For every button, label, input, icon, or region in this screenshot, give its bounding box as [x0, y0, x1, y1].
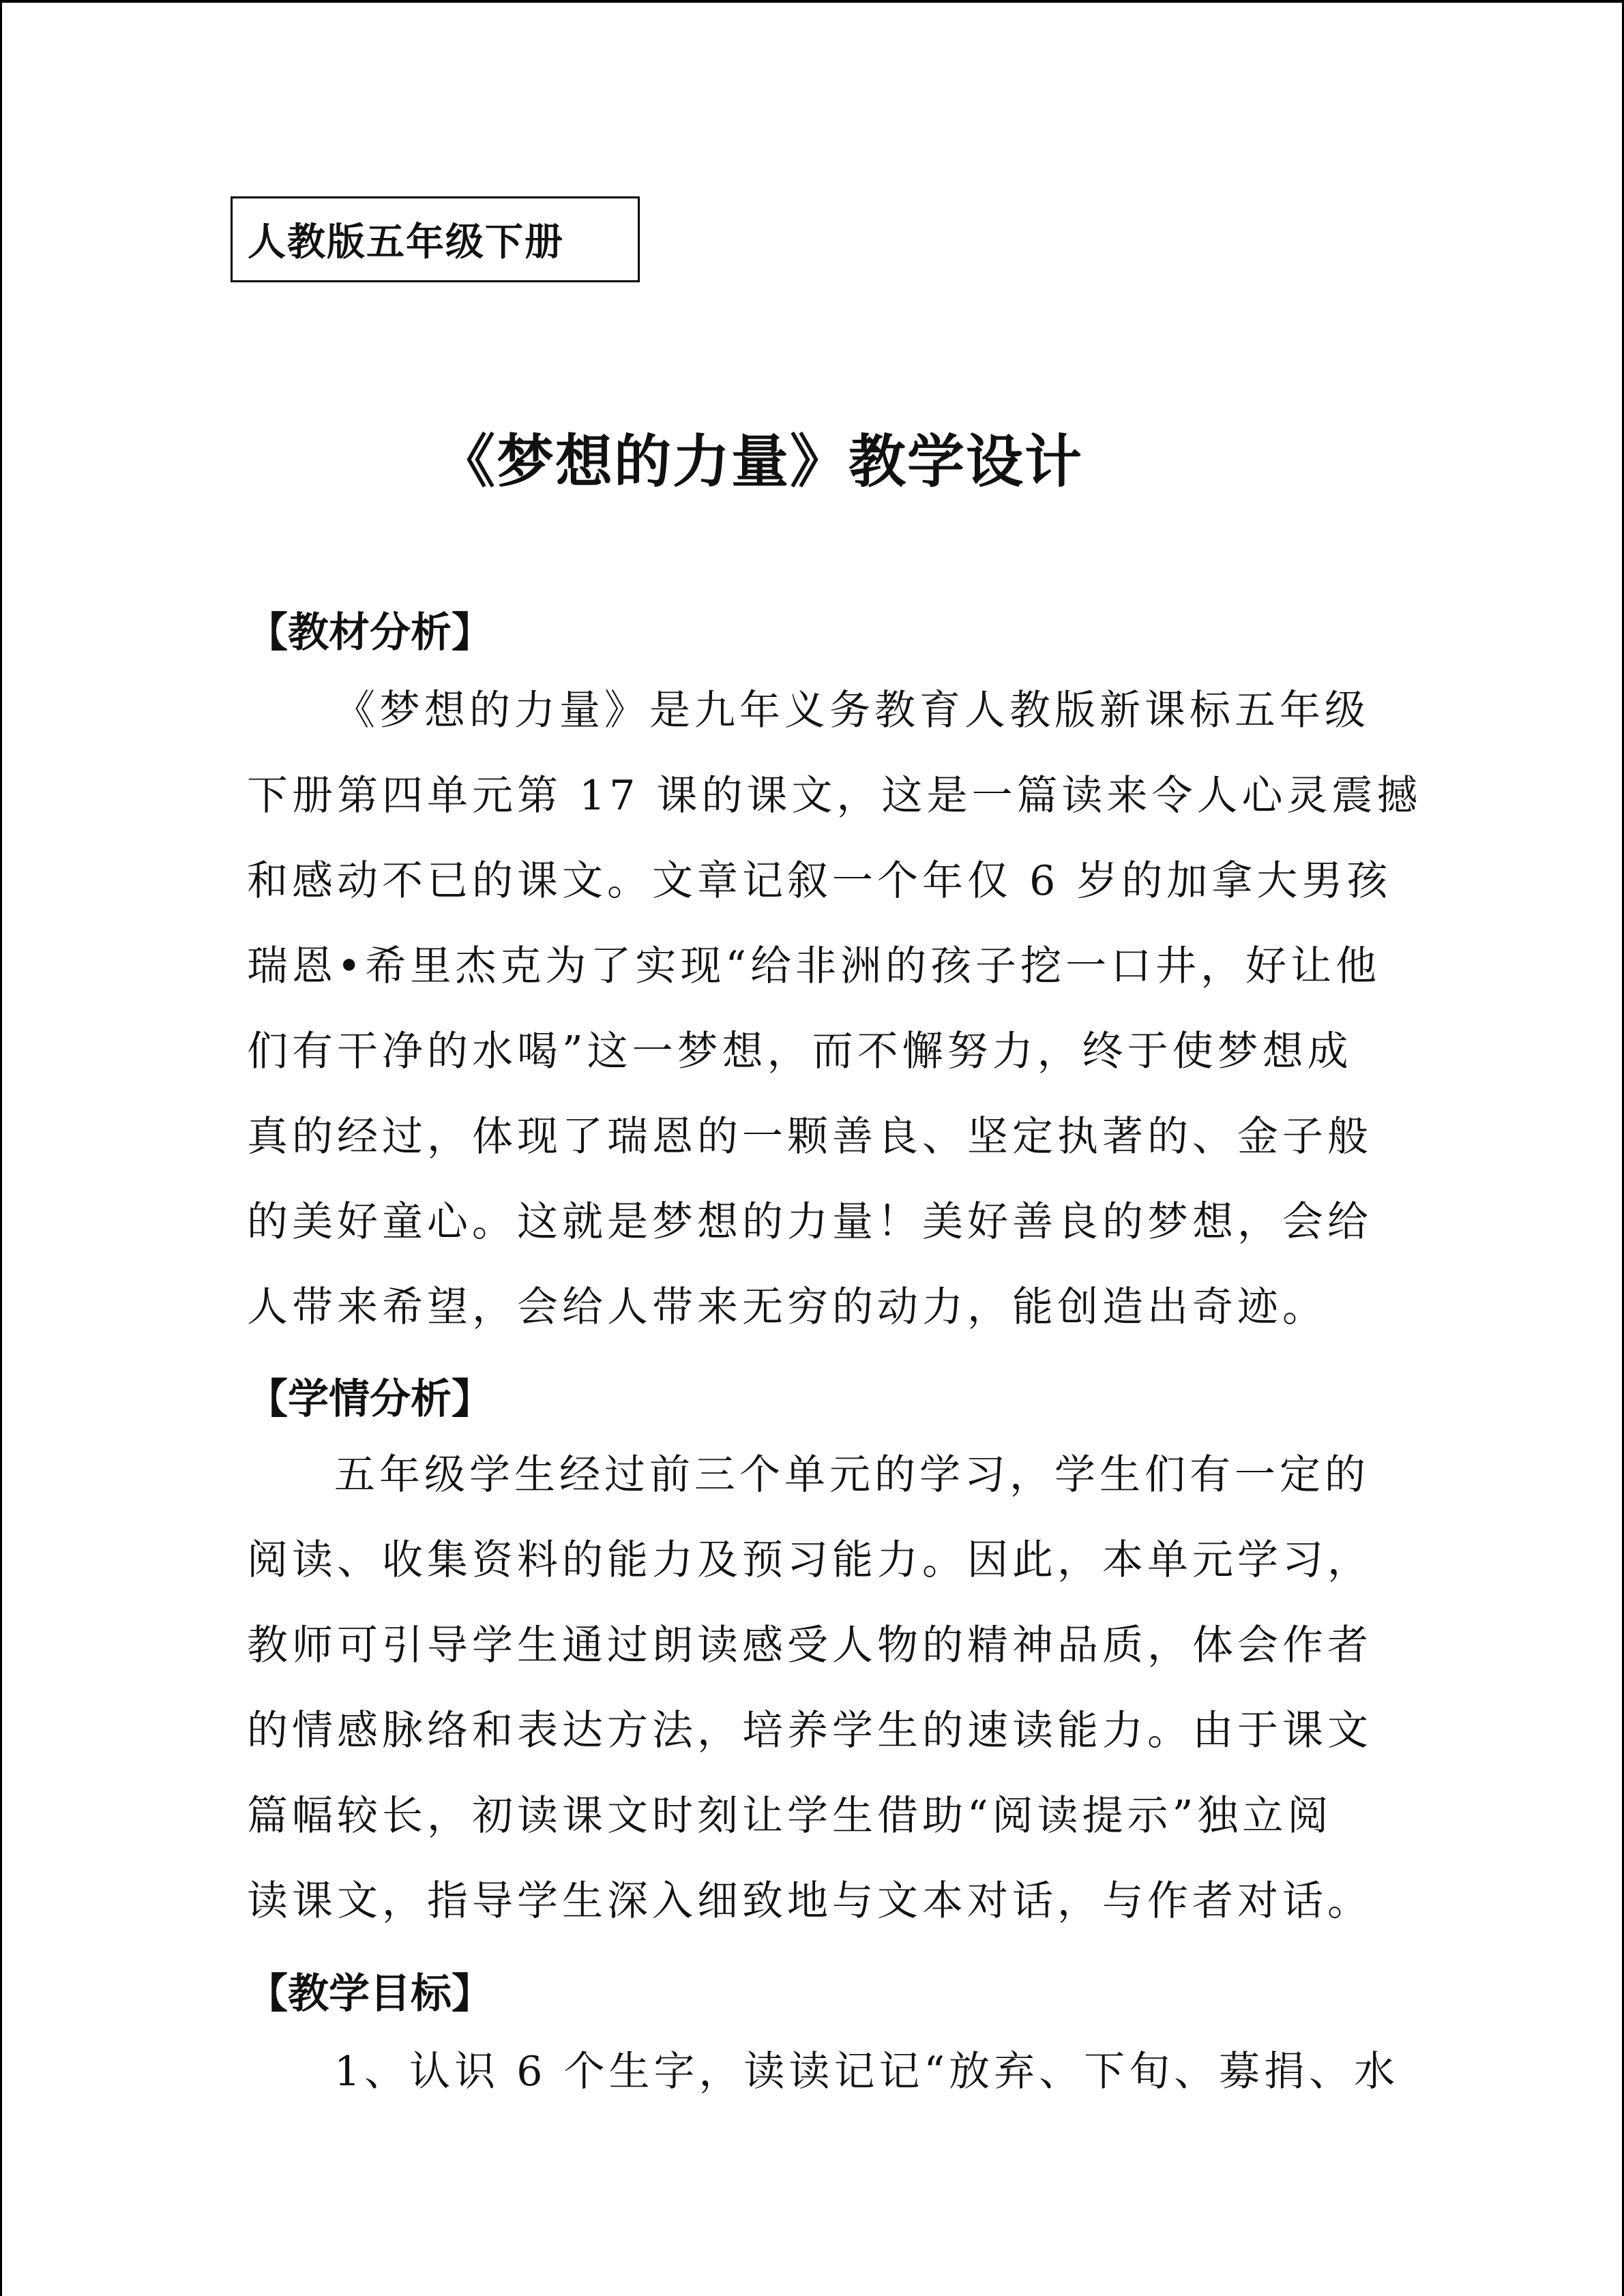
- paragraph-line: 瑞恩•希里杰克为了实现“给非洲的孩子挖一口井，好让他: [247, 942, 1381, 990]
- paragraph-line: 的情感脉络和表达方法，培养学生的速读能力。由于课文: [247, 1707, 1372, 1755]
- paragraph-line: 真的经过，体现了瑞恩的一颗善良、坚定执著的、金子般: [247, 1113, 1372, 1161]
- paragraph-line: 下册第四单元第 17 课的课文，这是一篇读来令人心灵震撼: [247, 772, 1422, 820]
- paragraph-line: 读课文，指导学生深入细致地与文本对话，与作者对话。: [247, 1877, 1372, 1925]
- page-border-top: [0, 0, 1624, 3]
- paragraph-line: 人带来希望，会给人带来无穷的动力，能创造出奇迹。: [247, 1283, 1327, 1331]
- paragraph-line: 1、认识 6 个生字，读读记记“放弃、下旬、募捐、水: [334, 2048, 1400, 2096]
- edition-label: 人教版五年级下册: [248, 220, 564, 265]
- edition-label-box: [231, 196, 640, 282]
- paragraph-line: 和感动不已的课文。文章记叙一个年仅 6 岁的加拿大男孩: [247, 857, 1392, 905]
- document-title: 《梦想的力量》教学设计: [437, 428, 1083, 495]
- paragraph-line: 《梦想的力量》是九年义务教育人教版新课标五年级: [334, 687, 1370, 734]
- paragraph-line: 阅读、收集资料的能力及预习能力。因此，本单元学习，: [247, 1536, 1372, 1584]
- paragraph-line: 篇幅较长，初读课文时刻让学生借助“阅读提示”独立阅: [247, 1792, 1333, 1840]
- section-heading-teaching-goals: 【教学目标】: [247, 1970, 492, 2018]
- section-heading-textbook-analysis: 【教材分析】: [247, 609, 492, 657]
- section-heading-student-analysis: 【学情分析】: [247, 1375, 492, 1423]
- page-border-left: [0, 0, 2, 2296]
- paragraph-line: 教师可引导学生通过朗读感受人物的精神品质，体会作者: [247, 1622, 1372, 1669]
- paragraph-line: 的美好童心。这就是梦想的力量！美好善良的梦想，会给: [247, 1198, 1372, 1246]
- paragraph-line: 们有干净的水喝”这一梦想，而不懈努力，终于使梦想成: [247, 1028, 1353, 1075]
- paragraph-line: 五年级学生经过前三个单元的学习，学生们有一定的: [334, 1451, 1370, 1499]
